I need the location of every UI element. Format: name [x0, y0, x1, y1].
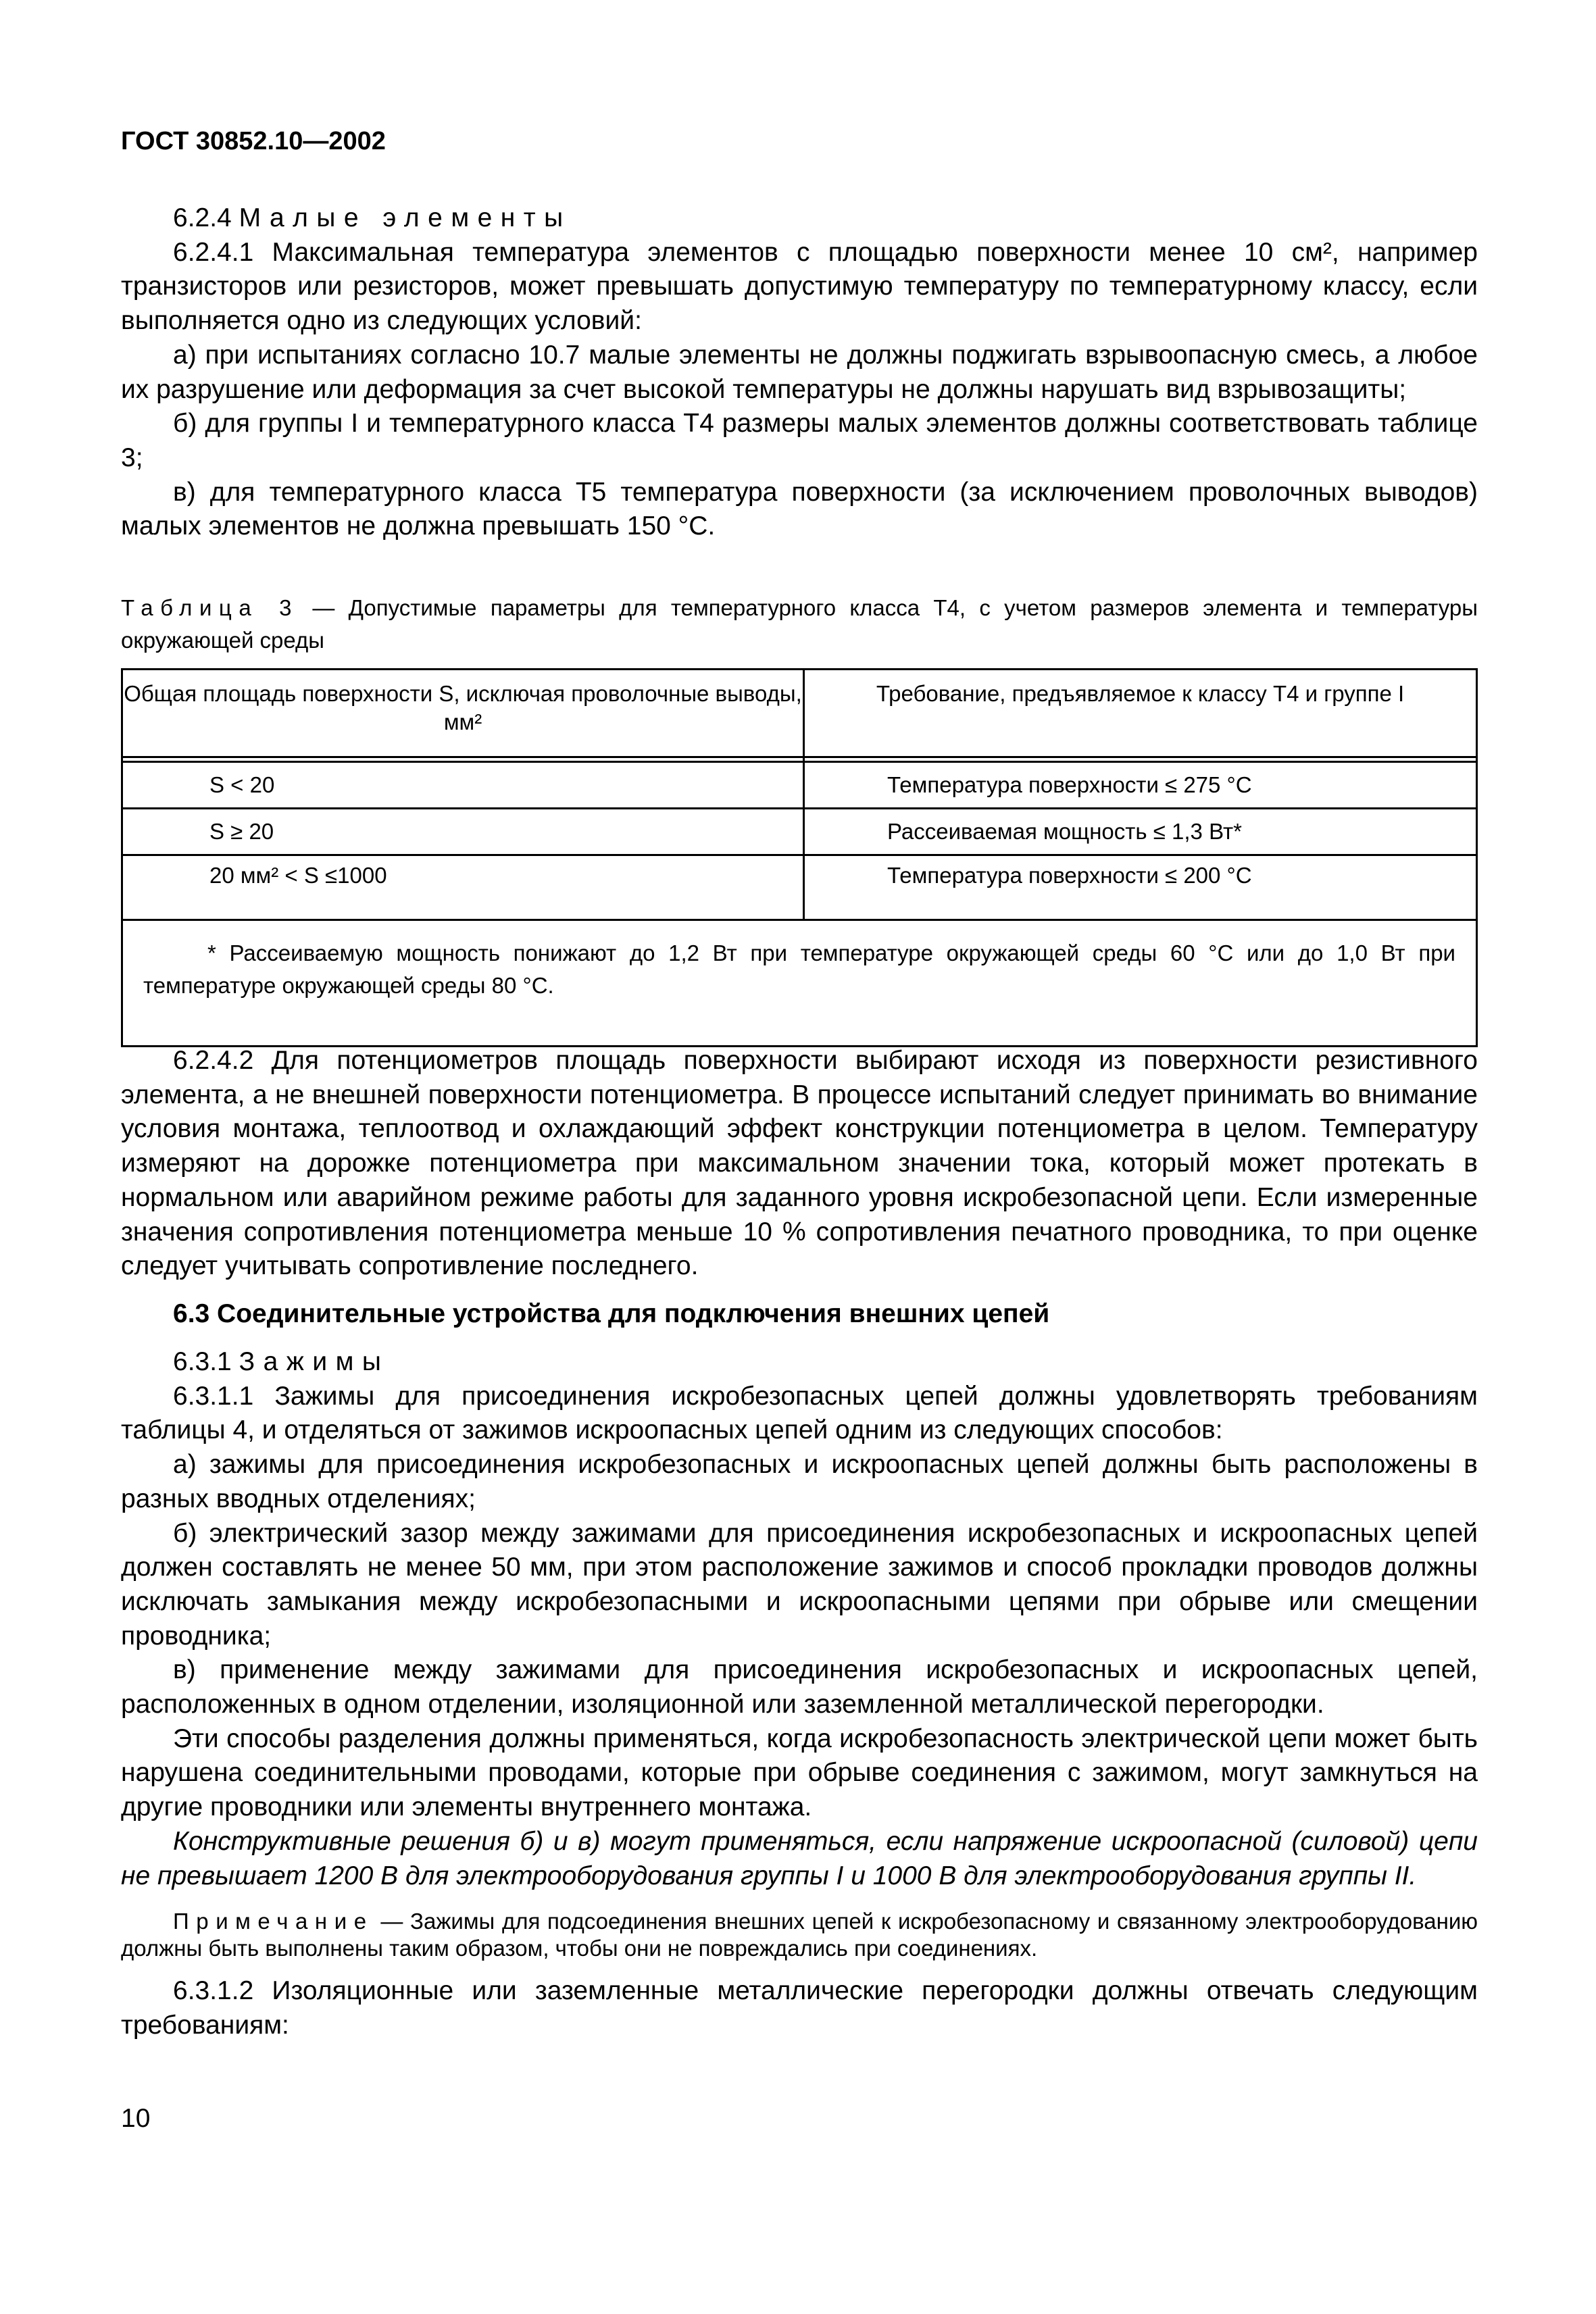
italic-paragraph: Конструктивные решения б) и в) могут применяться, если напряжение искроопасной (силовой) цепи не превышает 1200 В для электрооборудования группы I и 1000 В для электрооборудования группы II.	[121, 1826, 1478, 1890]
list-item: в) для температурного класса Т5 температура поверхности (за исключением проволочных выводов) малых элементов не должна превышать 150 °С.	[121, 477, 1478, 541]
table-caption-text: — Допустимые параметры для температурного класса Т4, с учетом размеров элемента и температуры окружающей среды	[121, 595, 1478, 653]
table-label: Таблица 3	[121, 595, 299, 620]
list-item: а) при испытаниях согласно 10.7 малые элементы не должны поджигать взрывоопасную смесь, а любое их разрушение или деформация за счет высокой температуры не должны нарушать вид взрывозащиты;	[121, 340, 1478, 404]
paragraph: Эти способы разделения должны применяться, когда искробезопасность электрической цепи может быть нарушена соединительными проводами, которые при обрыве соединения с зажимом, могут замкнуться на другие проводники или элементы внутреннего монтажа.	[121, 1724, 1478, 1822]
table-header: Общая площадь поверхности S, исключая проволочные выводы, мм²	[122, 670, 804, 757]
table-cell: 20 мм² < S ≤1000	[122, 855, 804, 920]
table-header: Требование, предъявляемое к классу Т4 и группе I	[804, 670, 1477, 757]
table-footnote-cell	[122, 920, 1477, 1047]
section-title: Зажимы	[239, 1347, 390, 1376]
document-header: ГОСТ 30852.10—2002	[121, 127, 386, 155]
table-divider	[122, 757, 804, 762]
table-cell: S < 20	[122, 762, 804, 809]
list-item: в) применение между зажимами для присоединения искробезопасных и искроопасных цепей, расположенных в одном отделении, изоляционной или заземленной металлической перегородки.	[121, 1655, 1478, 1719]
paragraph: 6.3.1.2 Изоляционные или заземленные металлические перегородки должны отвечать следующим требованиям:	[121, 1976, 1478, 2040]
section-heading	[121, 1345, 1478, 1380]
table-row	[122, 855, 1477, 920]
table-caption	[121, 592, 1478, 657]
paragraph: 6.2.4.2 Для потенциометров площадь поверхности выбирают исходя из поверхности резистивного элемента, а не внешней поверхности потенциометра. В процессе испытаний следует принимать во внимание условия монтажа, теплоотвод и охлаждающий эффект конструкции потенциометра в целом. Температуру измеряют на дорожке потенциометра при максимальном значении тока, который может протекать в нормальном или аварийном режиме работы для заданного уровня искробезопасной цепи. Если измеренные значения сопротивления потенциометра меньше 10 % сопротивления печатного проводника, то при оценке следует учитывать сопротивление последнего.	[121, 1046, 1478, 1281]
list-item: б) электрический зазор между зажимами для присоединения искробезопасных и искроопасных цепей должен составлять не менее 50 мм, при этом расположение зажимов и способ прокладки проводов должны исключать замыкания между искробезопасными и искроопасными цепями при обрыве или смещении проводника;	[121, 1518, 1478, 1651]
list-item: а) зажимы для присоединения искробезопасных и искроопасных цепей должны быть расположены в разных вводных отделениях;	[121, 1450, 1478, 1513]
note-text: — Зажимы для подсоединения внешних цепей к искробезопасному и связанному электрооборудованию должны быть выполнены таким образом, чтобы они не повреждались при соединениях.	[121, 1909, 1478, 1961]
note-label: Примечание	[173, 1909, 374, 1934]
table-cell: S ≥ 20	[122, 809, 804, 855]
table-cell: Рассеиваемая мощность ≤ 1,3 Вт*	[804, 809, 1477, 855]
paragraph: 6.3.1.1 Зажимы для присоединения искробезопасных цепей должны удовлетворять требованиям таблицы 4, и отделяться от зажимов искроопасных цепей одним из следующих способов:	[121, 1381, 1478, 1445]
table-row	[122, 809, 1477, 855]
table-cell: Температура поверхности ≤ 200 °С	[804, 855, 1477, 920]
section-number: 6.2.4	[173, 203, 232, 232]
note	[121, 1908, 1478, 1962]
section-number: 6.3.1	[173, 1347, 232, 1376]
section-title: Малые элементы	[239, 203, 572, 232]
table-row	[122, 762, 1477, 809]
list-item: б) для группы I и температурного класса Т4 размеры малых элементов должны соответствовать таблице 3;	[121, 409, 1478, 472]
page-number: 10	[121, 2104, 151, 2133]
section-6-2-4-2	[121, 1044, 1478, 1332]
table-cell: Температура поверхности ≤ 275 °С	[804, 762, 1477, 809]
table-3	[121, 668, 1478, 1047]
section-heading-6-3: 6.3 Соединительные устройства для подключения внешних цепей	[173, 1299, 1050, 1328]
section-6-2-4	[121, 201, 1478, 544]
table-footnote: * Рассеиваемую мощность понижают до 1,2 Вт при температуре окружающей среды 60 °С или до 1,0 Вт при температуре окружающей среды 80 °С.	[143, 940, 1455, 998]
table-divider	[804, 757, 1477, 762]
section-heading	[121, 201, 1478, 236]
paragraph: 6.2.4.1 Максимальная температура элементов с площадью поверхности менее 10 см², например транзисторов или резисторов, может превышать допустимую температуру по температурному классу, если выполняется одно из следующих условий:	[121, 237, 1478, 336]
section-6-3-1	[121, 1345, 1478, 2043]
